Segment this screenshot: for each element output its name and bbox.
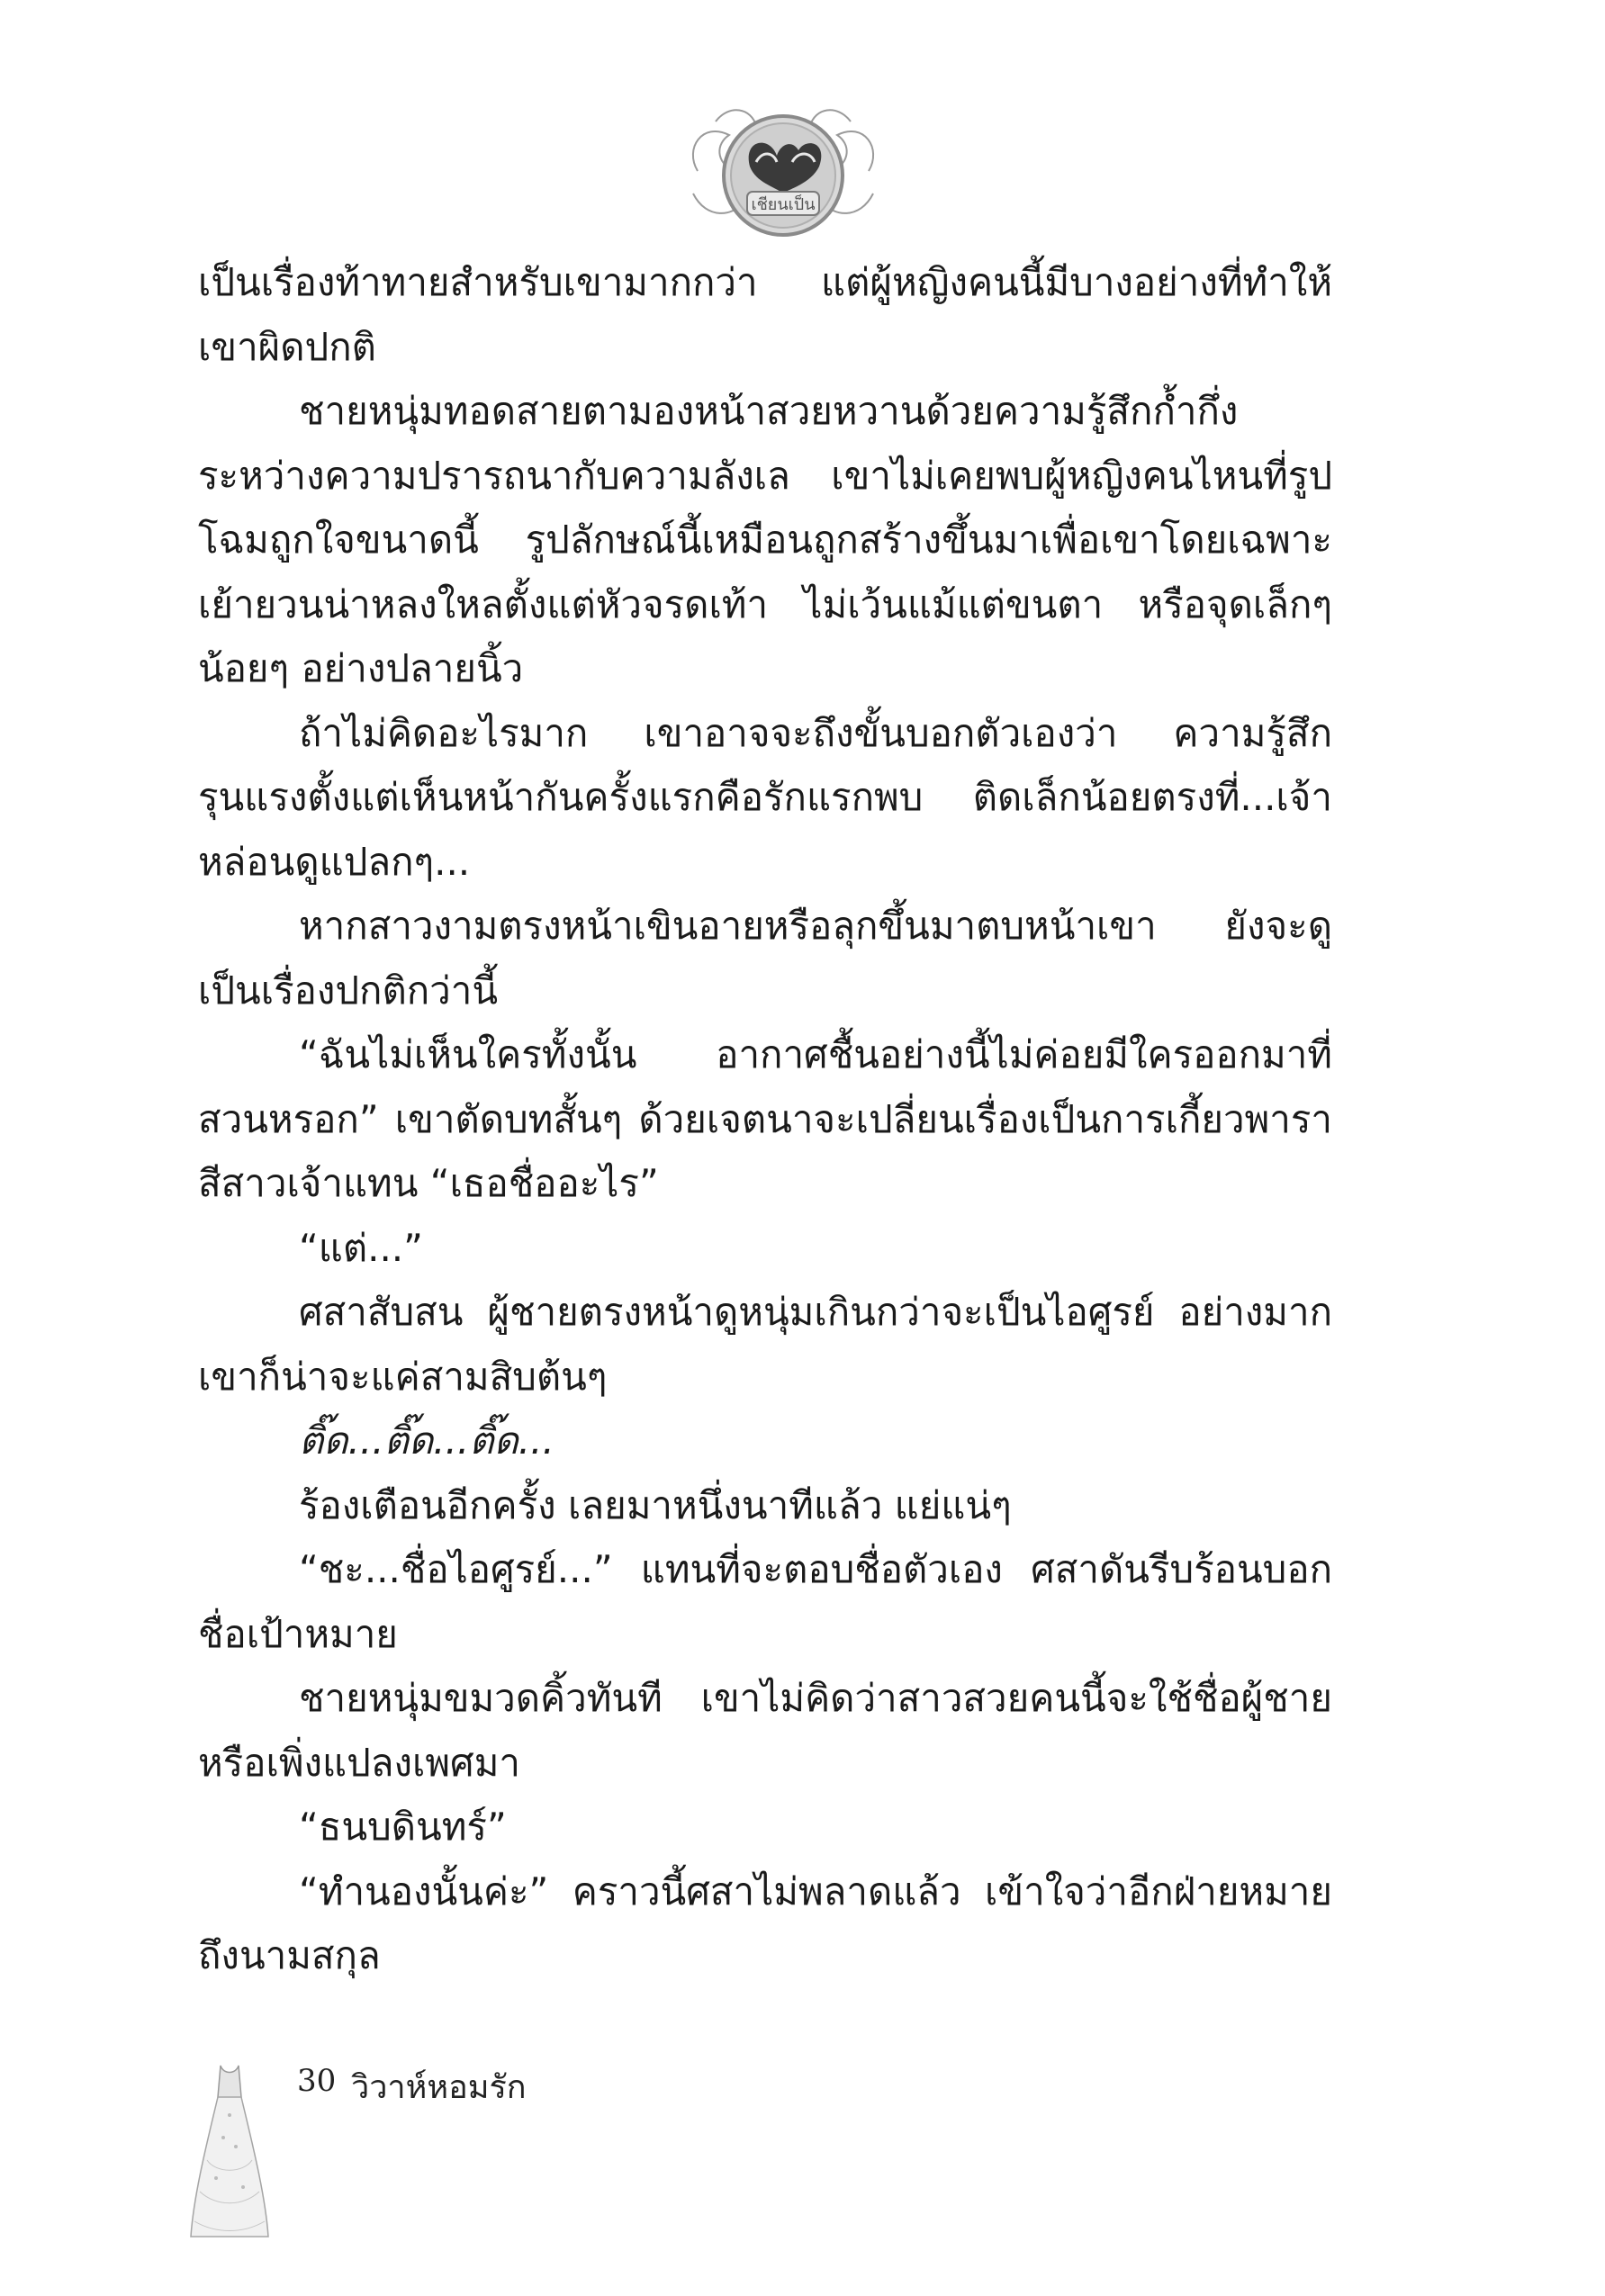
story-text — [198, 250, 1332, 1988]
wedding-crest-ornament-icon — [680, 86, 887, 248]
paragraph: “ฉันไม่เห็นใครทั้งนั้น อากาศชื้นอย่างนี้ไม่ค่อยมีใครออกมาที่สวนหรอก” เขาตัดบทสั้นๆ ด้วยเจตนาจะเปลี่ยนเรื่องเป็นการเกี้ยวพาราสีสาวเจ้าแทน “เธอชื่ออะไร” — [198, 1032, 1332, 1205]
wedding-dress-icon — [189, 2061, 270, 2241]
ornament-text: เชียนเป็น — [751, 195, 816, 214]
paragraph: ชายหนุ่มขมวดคิ้วทันที เขาไม่คิดว่าสาวสวยคนนี้จะใช้ชื่อผู้ชายหรือเพิ่งแปลงเพศมา — [198, 1676, 1332, 1785]
paragraph: “ชะ...ชื่อไอศูรย์...” แทนที่จะตอบชื่อตัวเอง ศสาดันรีบร้อนบอกชื่อเป้าหมาย — [198, 1547, 1332, 1656]
paragraph: “ธนบดินทร์” — [299, 1805, 507, 1849]
paragraph: “แต่...” — [299, 1225, 423, 1270]
paragraph: “ทำนองนั้นค่ะ” คราวนี้ศสาไม่พลาดแล้ว เข้าใจว่าอีกฝ่ายหมายถึงนามสกุล — [198, 1868, 1332, 1977]
paragraph: หากสาวงามตรงหน้าเขินอายหรือลุกขึ้นมาตบหน้าเขา ยังจะดูเป็นเรื่องปกติกว่านี้ — [198, 904, 1332, 1013]
paragraph: เป็นเรื่องท้าทายสำหรับเขามากกว่า แต่ผู้หญิงคนนี้มีบางอย่างที่ทำให้เขาผิดปกติ — [198, 260, 1332, 369]
page-footer — [189, 2061, 729, 2241]
paragraph: ติ๊ด...ติ๊ด...ติ๊ด... — [299, 1418, 555, 1463]
book-title: วิวาห์หอมรัก — [351, 2069, 527, 2106]
paragraph: ชายหนุ่มทอดสายตามองหน้าสวยหวานด้วยความรู้สึกก้ำกึ่งระหว่างความปรารถนากับความลังเล เขาไม่เคยพบผู้หญิงคนไหนที่รูปโฉมถูกใจขนาดนี้ รูปลักษณ์นี้เหมือนถูกสร้างขึ้นมาเพื่อเขาโดยเฉพาะ เย้ายวนน่าหลงใหลตั้งแต่หัวจรดเท้า ไม่เว้นแม้แต่ขนตา หรือจุดเล็กๆ น้อยๆ อย่างปลายนิ้ว — [198, 389, 1332, 690]
paragraph: ร้องเตือนอีกครั้ง เลยมาหนึ่งนาทีแล้ว แย่แน่ๆ — [299, 1482, 1012, 1527]
page-number: 30 — [297, 2063, 337, 2099]
paragraph: ศสาสับสน ผู้ชายตรงหน้าดูหนุ่มเกินกว่าจะเป็นไอศูรย์ อย่างมากเขาก็น่าจะแค่สามสิบต้นๆ — [198, 1290, 1332, 1399]
paragraph: ถ้าไม่คิดอะไรมาก เขาอาจจะถึงขั้นบอกตัวเองว่า ความรู้สึกรุนแรงตั้งแต่เห็นหน้ากันครั้งแรกคือรักแรกพบ ติดเล็กน้อยตรงที่...เจ้าหล่อนดูแปลกๆ... — [198, 710, 1332, 884]
